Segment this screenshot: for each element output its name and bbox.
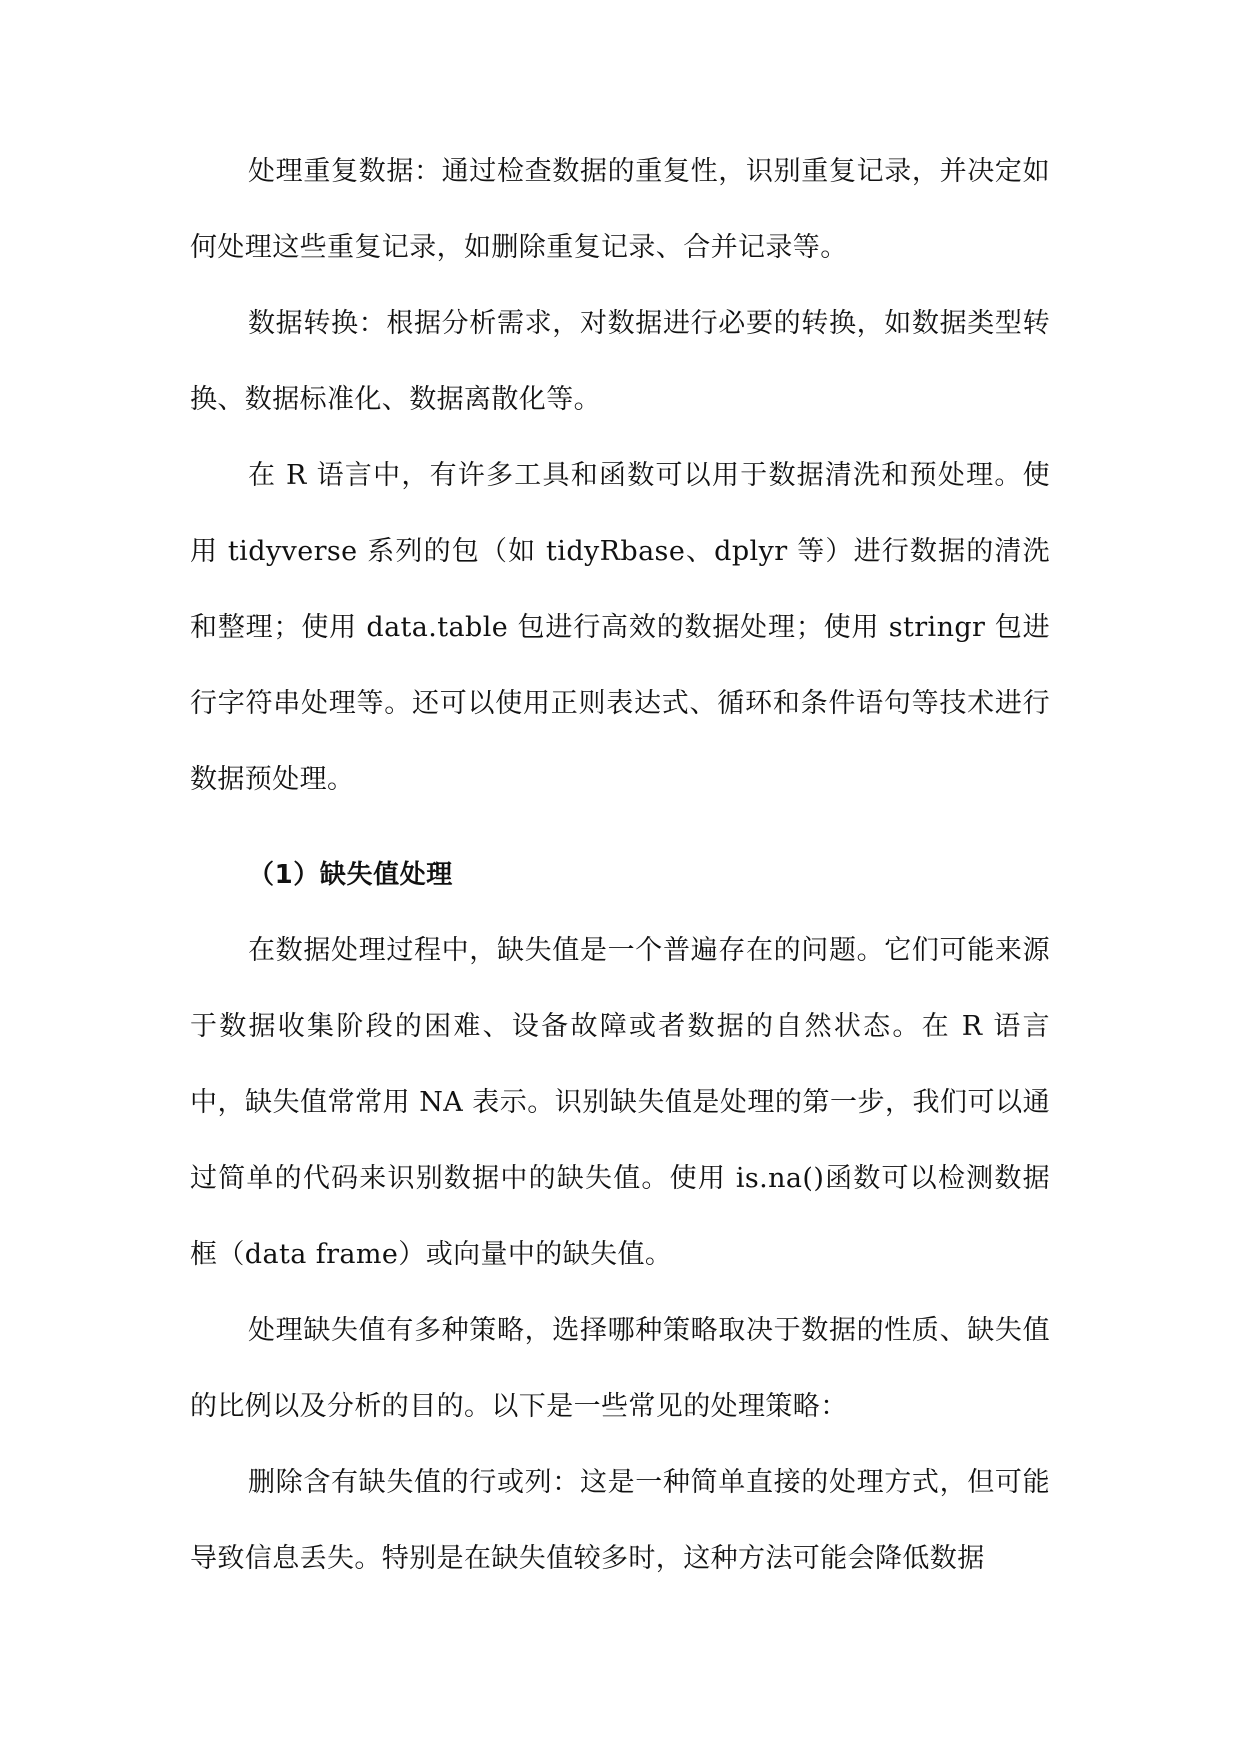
- paragraph-delete-missing: 删除含有缺失值的行或列：这是一种简单直接的处理方式，但可能导致信息丢失。特别是在缺失值较多时，这种方法可能会降低数据: [190, 1467, 1050, 1574]
- paragraph-r-tools: 在 R 语言中，有许多工具和函数可以用于数据清洗和预处理。使用 tidyverse 系列的包（如 tidyRbase、dplyr 等）进行数据的清洗和整理；使用 data.table 包进行高效的数据处理；使用 stringr 包进行字符串处理等。还可以使用正则表达式、循环和条件语句等技术进行数据预处理。: [190, 460, 1050, 795]
- paragraph-missing-values-intro: 在数据处理过程中，缺失值是一个普遍存在的问题。它们可能来源于数据收集阶段的困难、设备故障或者数据的自然状态。在 R 语言中，缺失值常常用 NA 表示。识别缺失值是处理的第一步，我们可以通过简单的代码来识别数据中的缺失值。使用 is.na()函数可以检测数据框（data frame）或向量中的缺失值。: [190, 935, 1050, 1270]
- paragraph-missing-values-strategies: 处理缺失值有多种策略，选择哪种策略取决于数据的性质、缺失值的比例以及分析的目的。以下是一些常见的处理策略：: [190, 1315, 1050, 1422]
- section-heading-missing-values: （1）缺失值处理: [248, 860, 453, 890]
- document-body: [190, 134, 1050, 1597]
- paragraph-data-transformation: 数据转换：根据分析需求，对数据进行必要的转换，如数据类型转换、数据标准化、数据离散化等。: [190, 308, 1050, 415]
- paragraph-duplicate-data: 处理重复数据：通过检查数据的重复性，识别重复记录，并决定如何处理这些重复记录，如删除重复记录、合并记录等。: [190, 156, 1050, 263]
